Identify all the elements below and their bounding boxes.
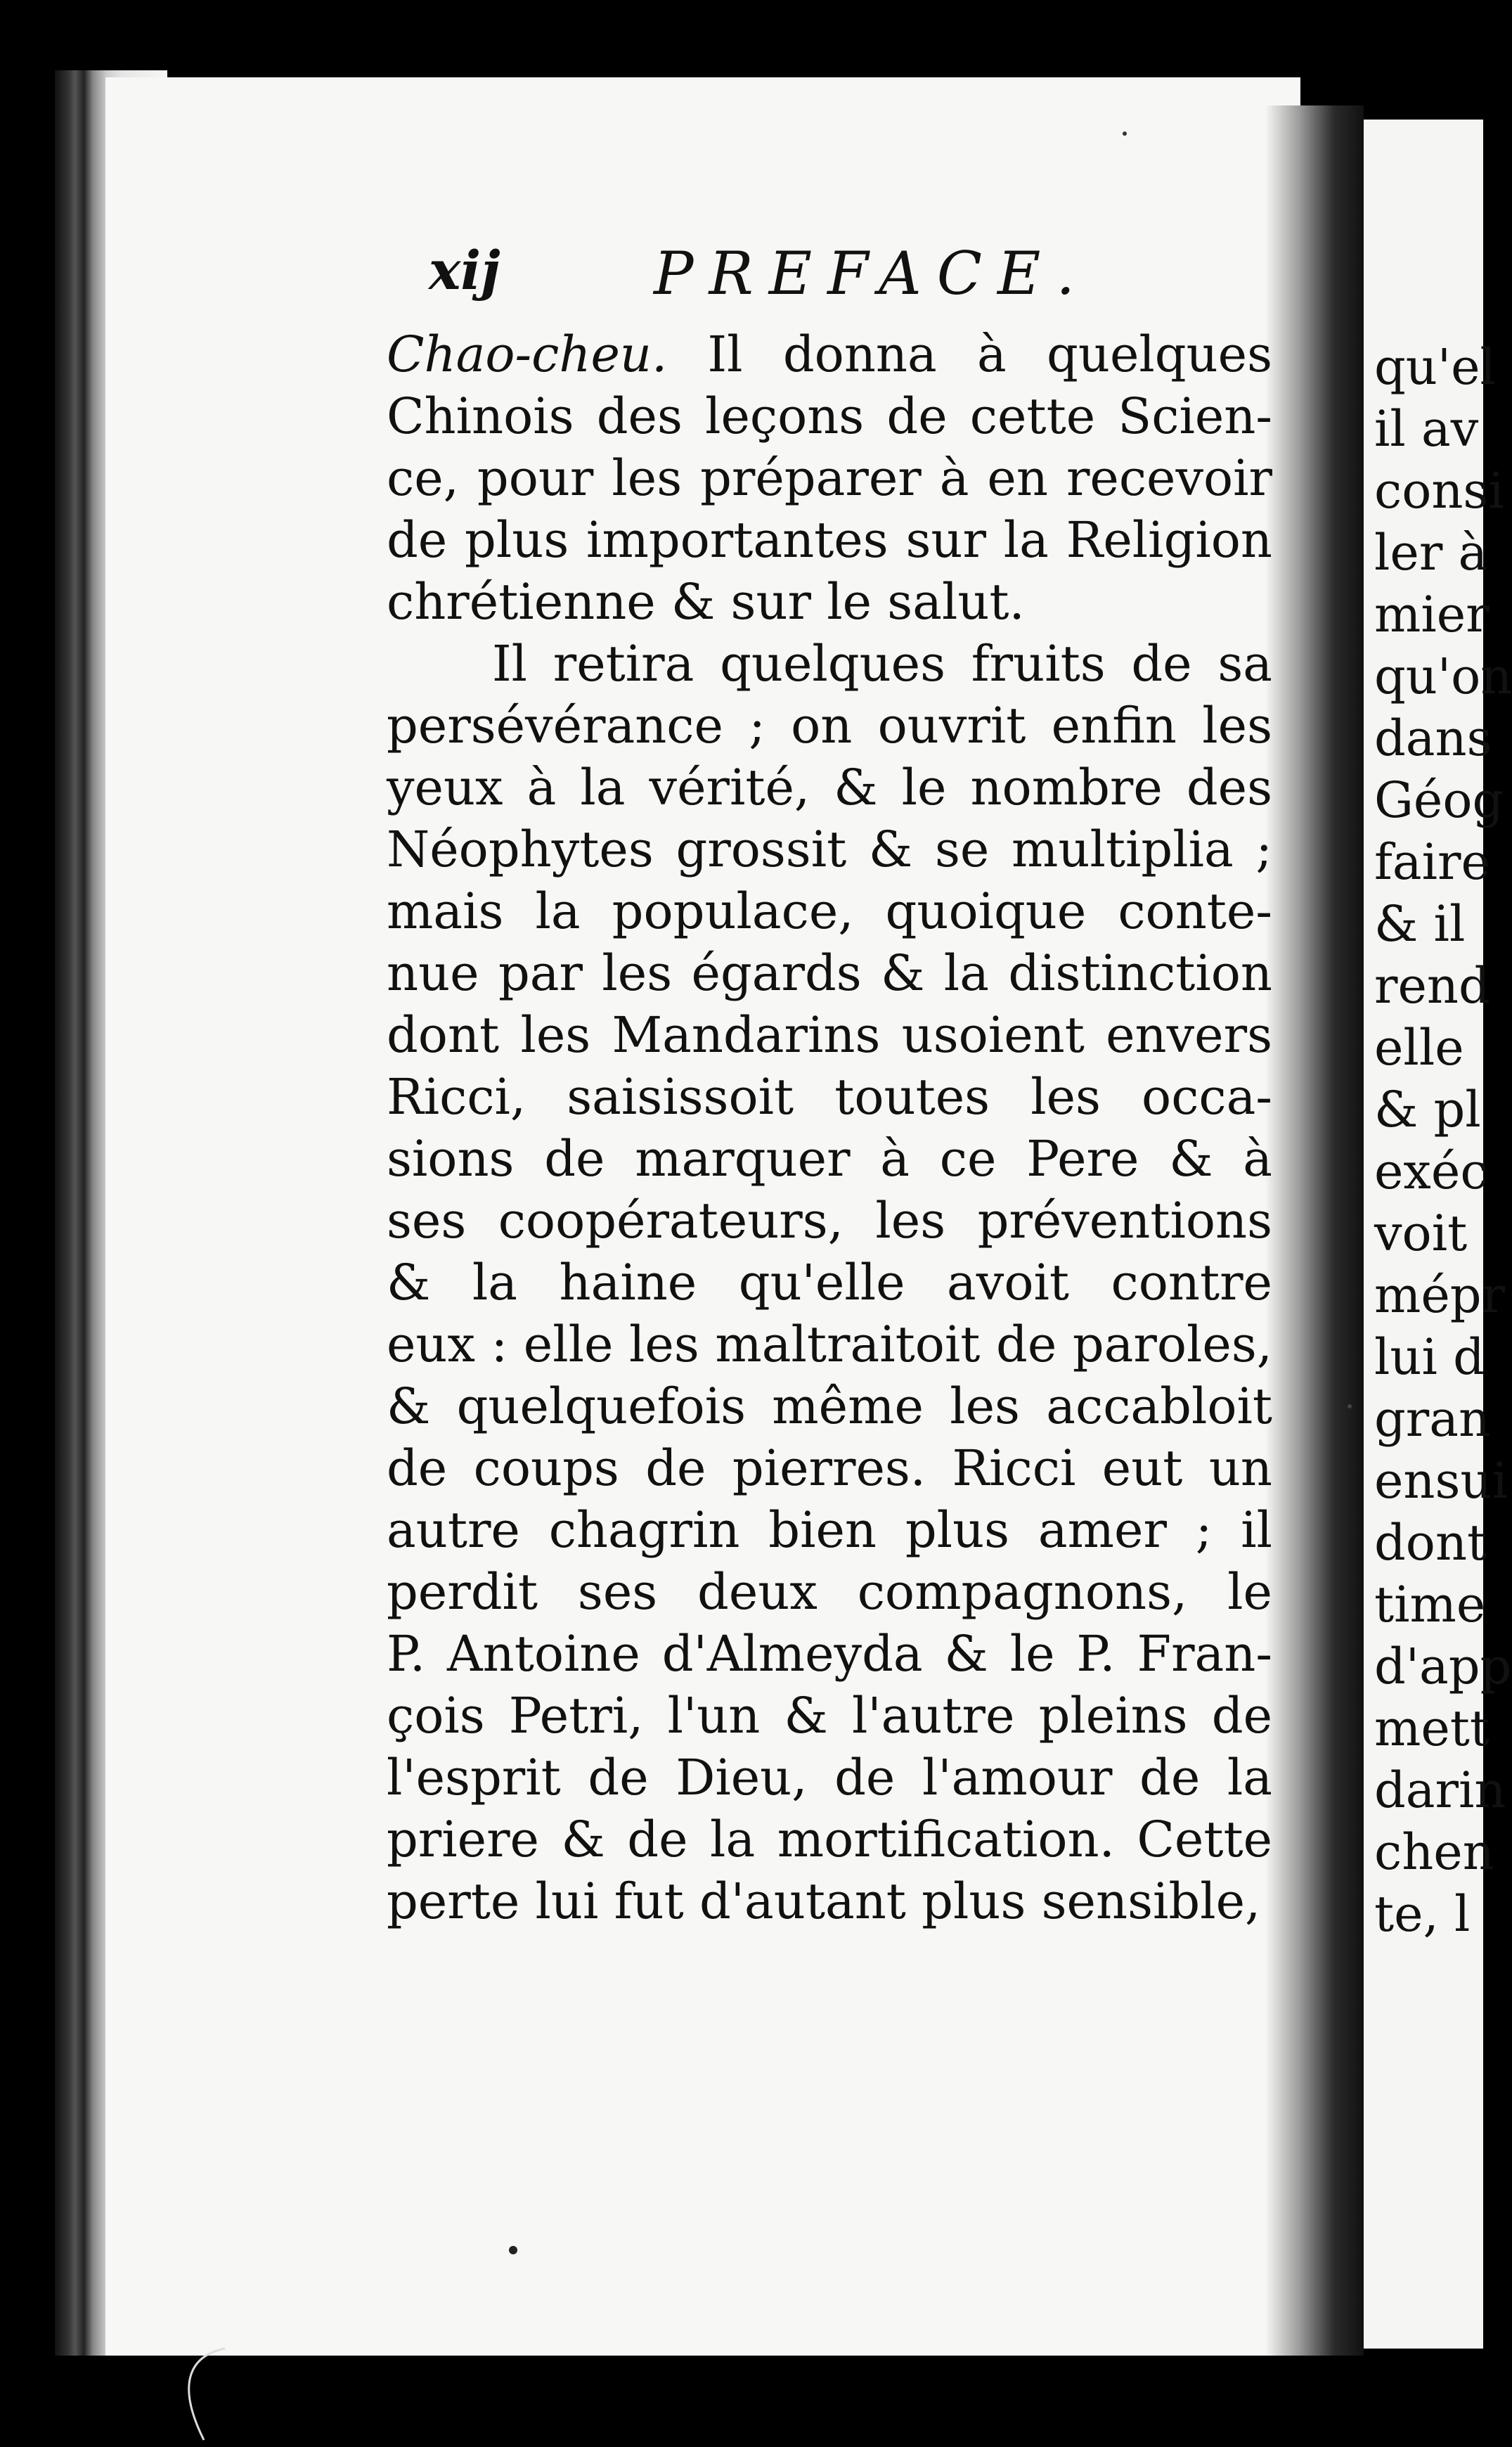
facing-page-line: & pl: [1374, 1081, 1481, 1138]
line-text: mais la populace, quoique conte-: [387, 882, 1272, 940]
text-line: [387, 1190, 1272, 1252]
running-head: [429, 239, 1230, 316]
line-text: de coups de pierres. Ricci eut un: [387, 1439, 1272, 1497]
facing-page-line: darin: [1374, 1761, 1506, 1819]
text-line: [387, 323, 1272, 385]
facing-page-line: dans: [1374, 709, 1492, 767]
facing-page-line: exéc: [1374, 1143, 1488, 1200]
line-text: l'esprit de Dieu, de l'amour de la: [387, 1749, 1272, 1806]
text-line: [387, 757, 1272, 818]
body-text: [387, 323, 1272, 1932]
facing-page-line: mier: [1374, 586, 1490, 643]
text-line: [387, 1747, 1272, 1809]
line-text: Chinois des leçons de cette Scien-: [387, 387, 1272, 445]
running-title: PREFACE.: [654, 239, 1091, 308]
text-line: [387, 942, 1272, 1004]
facing-page-line: rend: [1374, 957, 1490, 1015]
line-text: persévérance ; on ouvrit enfin les: [387, 697, 1272, 754]
facing-page-text: [1374, 336, 1512, 1945]
line-text: sions de marquer à ce Pere & à: [387, 1130, 1272, 1188]
line-text: priere & de la mortification. Cette: [387, 1811, 1272, 1868]
facing-page-line: dont: [1374, 1514, 1487, 1572]
line-text: ses coopérateurs, les préventions: [387, 1192, 1272, 1250]
line-text: & la haine qu'elle avoit contre: [387, 1254, 1272, 1311]
text-line: [387, 880, 1272, 942]
facing-page-line: il av: [1374, 400, 1479, 458]
text-line: [387, 1499, 1272, 1561]
text-line: [387, 1128, 1272, 1190]
facing-page-line: chen: [1374, 1823, 1494, 1881]
text-line: [387, 1685, 1272, 1747]
line-text: Néophytes grossit & se multiplia ;: [387, 821, 1272, 878]
line-text: Il donna à quelques: [667, 326, 1272, 383]
text-line: [387, 818, 1272, 880]
line-text: perte lui fut d'autant plus sensible,: [387, 1873, 1261, 1930]
line-text: yeux à la vérité, & le nombre des: [387, 759, 1272, 816]
text-line: [387, 385, 1272, 447]
text-line: [387, 1252, 1272, 1314]
facing-page-line: voit: [1374, 1205, 1468, 1262]
facing-page-line: & il: [1374, 895, 1466, 953]
text-line: [387, 1437, 1272, 1499]
line-text: Ricci, saisissoit toutes les occa-: [387, 1068, 1272, 1126]
text-line: [387, 633, 1272, 695]
line-text: Il retira quelques fruits de sa: [492, 635, 1272, 693]
facing-page-line: qu'on: [1374, 648, 1512, 705]
facing-page-line: elle: [1374, 1019, 1464, 1077]
text-line: [387, 695, 1272, 757]
text-line: [387, 1561, 1272, 1623]
facing-page-line: Géog: [1374, 771, 1504, 829]
text-line: [387, 1809, 1272, 1870]
line-text: çois Petri, l'un & l'autre pleins de: [387, 1687, 1272, 1745]
text-line: [387, 1004, 1272, 1066]
facing-page-line: d'app: [1374, 1638, 1512, 1695]
page-number: xij: [429, 239, 500, 302]
line-text: nue par les égards & la distinction: [387, 944, 1272, 1002]
line-text: ce, pour les préparer à en recevoir: [387, 449, 1272, 507]
line-text: autre chagrin bien plus amer ; il: [387, 1501, 1272, 1559]
facing-page-line: ler à: [1374, 524, 1488, 582]
text-line: [387, 1870, 1272, 1932]
text-line: [387, 1314, 1272, 1375]
facing-page-line: mépr: [1374, 1266, 1506, 1324]
line-text: perdit ses deux compagnons, le: [387, 1563, 1272, 1621]
facing-page-line: gran: [1374, 1390, 1491, 1448]
line-text: & quelquefois même les accabloit: [387, 1377, 1272, 1435]
facing-page-line: faire: [1374, 833, 1490, 891]
text-line: [387, 1375, 1272, 1437]
facing-page-line: ensui: [1374, 1452, 1508, 1510]
line-text: P. Antoine d'Almeyda & le P. Fran-: [387, 1625, 1272, 1683]
facing-page-line: mett: [1374, 1700, 1490, 1757]
facing-page-line: lui d: [1374, 1328, 1485, 1386]
line-text: dont les Mandarins usoient envers: [387, 1006, 1272, 1064]
facing-page-line: time: [1374, 1576, 1486, 1633]
text-line: [387, 1623, 1272, 1685]
facing-page-line: consi: [1374, 462, 1504, 520]
facing-page-line: qu'el: [1374, 338, 1496, 396]
gutter-shadow: [1265, 105, 1364, 2356]
text-line: [387, 447, 1272, 509]
facing-page-line: te, l: [1374, 1885, 1471, 1943]
text-line: [387, 571, 1272, 633]
line-text: de plus importantes sur la Religion: [387, 511, 1272, 569]
italic-place-name: Chao-cheu.: [387, 326, 668, 383]
line-text: eux : elle les maltraitoit de paroles,: [387, 1316, 1272, 1373]
text-line: [387, 1066, 1272, 1128]
text-line: [387, 509, 1272, 571]
line-text: chrétienne & sur le salut.: [387, 573, 1025, 631]
